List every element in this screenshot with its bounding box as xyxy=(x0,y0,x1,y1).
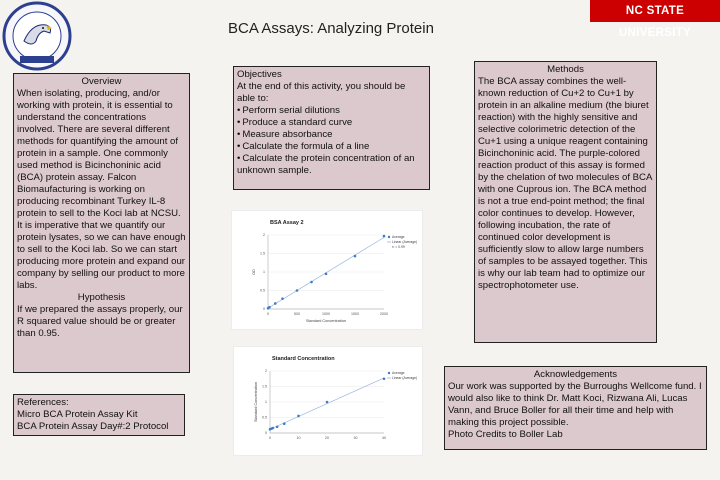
legend-label: Linear (Average) xyxy=(392,240,418,245)
hypothesis-heading: Hypothesis xyxy=(77,292,126,303)
y-tick-label: 0 xyxy=(265,431,267,436)
bsa-assay-chart xyxy=(231,210,423,330)
chart-title: BSA Assay 2 xyxy=(270,220,304,226)
x-tick-label: 10 xyxy=(296,436,301,440)
data-point xyxy=(268,306,271,309)
reference-item: BCA Protein Assay Day#:2 Protocol xyxy=(17,421,169,432)
y-axis-label: OD xyxy=(252,269,256,275)
references-panel xyxy=(13,394,185,436)
overview-body: When isolating, producing, and/or working with protein, it is essential to understand the concentrations involved. There are several different methods for quantifying the amount of protein in a sample. One commonly used method is Bicinchoninic acid (BCA) protein assay. Falcon Biomaufacturing is working on producing recombinant Turkey IL-8 protein to sell to the Koci lab at NCSU. It is imperative that we quantify our protein lysates, so we can have enough to sell to the Koci lab. So we can start producing more protein and expand our company by selling our product to more labs. xyxy=(17,88,186,291)
x-tick-label: 0 xyxy=(269,436,271,440)
data-point xyxy=(354,255,357,258)
data-point xyxy=(276,426,279,429)
objectives-panel xyxy=(233,66,430,190)
data-point xyxy=(281,297,284,300)
hypothesis-body: If we prepared the assays properly, our R squared value should be or greater than 0.95. xyxy=(17,304,183,339)
y-tick-label: 2 xyxy=(263,233,265,238)
data-point xyxy=(296,289,299,292)
y-tick-label: 1 xyxy=(265,400,267,405)
data-point xyxy=(297,415,300,418)
y-tick-label: 1.5 xyxy=(262,384,267,389)
chart-title: Standard Concentration xyxy=(272,356,335,362)
x-tick-label: 1000 xyxy=(322,312,330,316)
standard-concentration-chart xyxy=(233,346,423,456)
y-tick-label: 0 xyxy=(263,307,265,312)
acknowledgements-panel xyxy=(444,366,707,450)
x-axis-label: Standard Concentration xyxy=(305,319,347,323)
x-tick-label: 40 xyxy=(382,436,386,440)
data-point xyxy=(283,422,286,425)
bsa-assay-chart-svg xyxy=(232,211,422,329)
objective-item: • Measure absorbance xyxy=(237,129,426,141)
objective-item: • Calculate the protein concentration of an unknown sample. xyxy=(237,153,426,177)
x-tick-label: 2000 xyxy=(380,312,388,316)
data-point xyxy=(274,302,277,305)
legend-label: Average xyxy=(392,235,405,240)
data-point xyxy=(272,427,275,430)
legend-label: Linear (Average) xyxy=(392,376,418,381)
objective-item: • Produce a standard curve xyxy=(237,117,426,129)
standard-concentration-chart-svg xyxy=(234,347,422,455)
objectives-heading: Objectives xyxy=(237,69,282,80)
y-tick-label: 0.5 xyxy=(262,415,267,420)
photo-credit: Photo Credits to Boller Lab xyxy=(448,429,563,440)
x-tick-label: 20 xyxy=(325,436,329,440)
y-tick-label: 1.5 xyxy=(260,251,265,256)
overview-panel xyxy=(13,73,190,373)
y-tick-label: 0.5 xyxy=(260,288,265,293)
x-tick-label: 30 xyxy=(353,436,358,440)
legend-label: Average xyxy=(392,371,405,376)
y-tick-label: 1 xyxy=(263,270,265,275)
data-point xyxy=(383,377,386,380)
references-heading: References: xyxy=(17,397,69,408)
legend-marker xyxy=(388,372,390,374)
acknowledgements-body: Our work was supported by the Burroughs Wellcome fund. I would also like to think Dr. Matt Koci, Rizwana Ali, Lucas Vann, and Bruce Boller for all their time and help with making this project possible. xyxy=(448,381,702,428)
objective-item: • Calculate the formula of a line xyxy=(237,141,426,153)
school-seal xyxy=(2,1,72,71)
ncsu-logo: NC STATE UNIVERSITY xyxy=(590,0,720,22)
objective-item: • Perform serial dilutions xyxy=(237,105,426,117)
data-point xyxy=(383,235,386,238)
data-point xyxy=(325,273,328,276)
methods-body: The BCA assay combines the well-known reduction of Cu+2 to Cu+1 by protein in an alkaline medium (the biuret reaction) with the highly sensitive and selective colorimetric detection of the Cu+1 using a unique reagent containing Bicinchoninic acid. The purple-colored reaction product of this assay is formed by the chelation of two molecules of BCA with one Cuprous ion. The BCA method is not a true end-point method; the final color continues to develop. However, following incubation, the rate of continued color development is sufficiently slow to allow large numbers of samples to be assayed together. This is why our lab team had to optimize our spectrophotometer use. xyxy=(478,76,652,291)
x-tick-label: 500 xyxy=(294,312,300,316)
objectives-list xyxy=(237,105,426,177)
legend-marker xyxy=(388,236,390,238)
data-point xyxy=(310,281,313,284)
legend-label: r² = 0.99 xyxy=(392,245,405,249)
x-tick-label: 0 xyxy=(267,312,269,316)
y-tick-label: 2 xyxy=(265,369,267,374)
poster-title: BCA Assays: Analyzing Protein xyxy=(228,20,434,37)
methods-panel xyxy=(474,61,657,343)
overview-heading: Overview xyxy=(81,76,122,87)
reference-item: Micro BCA Protein Assay Kit xyxy=(17,409,138,420)
data-point xyxy=(326,401,329,404)
trendline xyxy=(270,378,384,429)
methods-heading: Methods xyxy=(547,64,584,75)
x-tick-label: 1500 xyxy=(351,312,359,316)
y-axis-label: Standard Concentration xyxy=(254,381,258,423)
acknowledgements-heading: Acknowledgements xyxy=(533,369,618,380)
objectives-intro: At the end of this activity, you should be able to: xyxy=(237,81,406,104)
